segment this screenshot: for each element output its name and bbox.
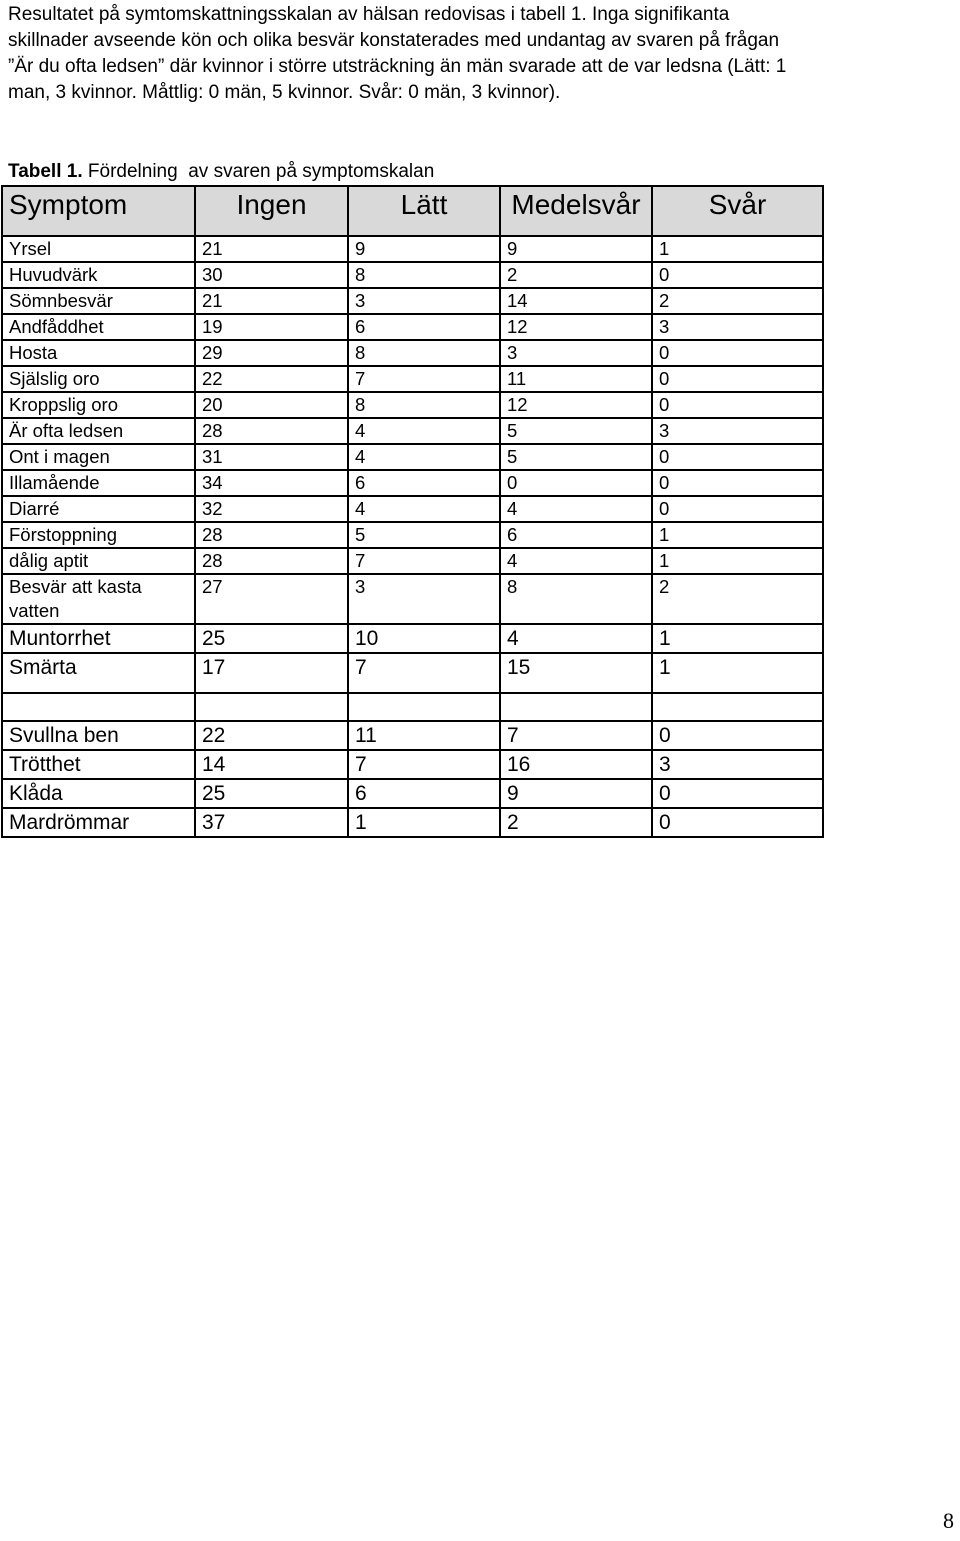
count-cell-ingen: 28 xyxy=(195,548,348,574)
symptom-name-cell: Är ofta ledsen xyxy=(2,418,195,444)
intro-line: Resultatet på symtomskattningsskalan av hälsan redovisas i tabell 1. Inga signifikanta xyxy=(8,4,730,25)
count-cell-latt: 3 xyxy=(348,574,500,624)
count-cell-latt: 7 xyxy=(348,548,500,574)
table-row xyxy=(2,392,823,418)
symptom-name-cell: Yrsel xyxy=(2,236,195,262)
count-cell-svar: 0 xyxy=(652,262,823,288)
symptom-name-cell: Sömnbesvär xyxy=(2,288,195,314)
symptom-name-cell: Ont i magen xyxy=(2,444,195,470)
count-cell-ingen: 14 xyxy=(195,750,348,779)
count-cell-latt: 8 xyxy=(348,340,500,366)
count-cell-medelsvar: 4 xyxy=(500,624,652,653)
count-cell-svar: 0 xyxy=(652,340,823,366)
table-caption xyxy=(8,159,434,185)
count-cell-medelsvar: 9 xyxy=(500,779,652,808)
symptom-name-cell: Diarré xyxy=(2,496,195,522)
count-cell-medelsvar: 12 xyxy=(500,392,652,418)
count-cell-ingen: 17 xyxy=(195,653,348,693)
table-row xyxy=(2,548,823,574)
symptom-table xyxy=(1,185,824,838)
table-row xyxy=(2,574,823,624)
table-row xyxy=(2,288,823,314)
count-cell-medelsvar: 6 xyxy=(500,522,652,548)
count-cell-ingen: 25 xyxy=(195,779,348,808)
table-row xyxy=(2,496,823,522)
count-cell-latt: 4 xyxy=(348,418,500,444)
symptom-name-cell: Illamående xyxy=(2,470,195,496)
count-cell-ingen: 32 xyxy=(195,496,348,522)
count-cell-medelsvar: 5 xyxy=(500,418,652,444)
count-cell-ingen: 28 xyxy=(195,522,348,548)
table-row xyxy=(2,418,823,444)
intro-line: man, 3 kvinnor. Måttlig: 0 män, 5 kvinnor. Svår: 0 män, 3 kvinnor). xyxy=(8,82,561,103)
count-cell-latt: 4 xyxy=(348,496,500,522)
table-spacer-row xyxy=(2,693,823,721)
column-header-medelsvar: Medelsvår xyxy=(500,186,652,236)
symptom-name-cell: dålig aptit xyxy=(2,548,195,574)
table-row xyxy=(2,236,823,262)
symptom-name-cell: Muntorrhet xyxy=(2,624,195,653)
column-header-latt: Lätt xyxy=(348,186,500,236)
table-row xyxy=(2,522,823,548)
count-cell-latt: 8 xyxy=(348,392,500,418)
count-cell-svar: 0 xyxy=(652,779,823,808)
count-cell-medelsvar: 2 xyxy=(500,262,652,288)
symptom-name-cell: Smärta xyxy=(2,653,195,693)
symptom-name-cell: Besvär att kasta vatten xyxy=(2,574,195,624)
symptom-name-cell: Kroppslig oro xyxy=(2,392,195,418)
count-cell-latt: 7 xyxy=(348,366,500,392)
count-cell-latt: 6 xyxy=(348,314,500,340)
count-cell-svar: 0 xyxy=(652,366,823,392)
table-caption-text: Fördelning av svaren på symptomskalan xyxy=(82,161,435,182)
symptom-name-cell: Svullna ben xyxy=(2,721,195,750)
symptom-name-cell: Trötthet xyxy=(2,750,195,779)
table-row xyxy=(2,314,823,340)
empty-cell xyxy=(2,693,195,721)
count-cell-svar: 1 xyxy=(652,624,823,653)
symptom-name-cell: Förstoppning xyxy=(2,522,195,548)
count-cell-latt: 9 xyxy=(348,236,500,262)
count-cell-latt: 7 xyxy=(348,653,500,693)
count-cell-ingen: 34 xyxy=(195,470,348,496)
count-cell-latt: 6 xyxy=(348,779,500,808)
count-cell-ingen: 25 xyxy=(195,624,348,653)
count-cell-ingen: 19 xyxy=(195,314,348,340)
count-cell-ingen: 21 xyxy=(195,288,348,314)
count-cell-medelsvar: 7 xyxy=(500,721,652,750)
table-row xyxy=(2,624,823,653)
count-cell-svar: 3 xyxy=(652,750,823,779)
count-cell-latt: 5 xyxy=(348,522,500,548)
empty-cell xyxy=(348,693,500,721)
count-cell-medelsvar: 16 xyxy=(500,750,652,779)
intro-paragraph xyxy=(8,2,958,106)
table-row xyxy=(2,779,823,808)
count-cell-latt: 1 xyxy=(348,808,500,837)
count-cell-ingen: 28 xyxy=(195,418,348,444)
symptom-name-cell: Hosta xyxy=(2,340,195,366)
count-cell-medelsvar: 3 xyxy=(500,340,652,366)
count-cell-latt: 10 xyxy=(348,624,500,653)
count-cell-medelsvar: 15 xyxy=(500,653,652,693)
count-cell-medelsvar: 4 xyxy=(500,496,652,522)
count-cell-svar: 1 xyxy=(652,548,823,574)
symptom-name-cell: Andfåddhet xyxy=(2,314,195,340)
count-cell-svar: 3 xyxy=(652,418,823,444)
count-cell-svar: 0 xyxy=(652,496,823,522)
count-cell-medelsvar: 11 xyxy=(500,366,652,392)
count-cell-ingen: 31 xyxy=(195,444,348,470)
empty-cell xyxy=(652,693,823,721)
table-row xyxy=(2,808,823,837)
count-cell-ingen: 21 xyxy=(195,236,348,262)
intro-line: ”Är du ofta ledsen” där kvinnor i större utsträckning än män svarade att de var ledsna (Lätt: 1 xyxy=(8,56,787,77)
count-cell-medelsvar: 9 xyxy=(500,236,652,262)
count-cell-svar: 0 xyxy=(652,808,823,837)
count-cell-latt: 6 xyxy=(348,470,500,496)
page-number: 8 xyxy=(943,1508,954,1533)
count-cell-medelsvar: 4 xyxy=(500,548,652,574)
count-cell-svar: 1 xyxy=(652,522,823,548)
table-row xyxy=(2,340,823,366)
count-cell-medelsvar: 14 xyxy=(500,288,652,314)
count-cell-latt: 4 xyxy=(348,444,500,470)
count-cell-latt: 7 xyxy=(348,750,500,779)
empty-cell xyxy=(500,693,652,721)
column-header-svar: Svår xyxy=(652,186,823,236)
count-cell-ingen: 29 xyxy=(195,340,348,366)
count-cell-medelsvar: 8 xyxy=(500,574,652,624)
count-cell-svar: 1 xyxy=(652,236,823,262)
count-cell-ingen: 22 xyxy=(195,366,348,392)
symptom-name-cell: Huvudvärk xyxy=(2,262,195,288)
table-row xyxy=(2,366,823,392)
column-header-ingen: Ingen xyxy=(195,186,348,236)
table-header-row xyxy=(2,186,823,236)
count-cell-svar: 0 xyxy=(652,470,823,496)
table-row xyxy=(2,262,823,288)
count-cell-ingen: 37 xyxy=(195,808,348,837)
symptom-name-cell: Mardrömmar xyxy=(2,808,195,837)
table-row xyxy=(2,444,823,470)
table-row xyxy=(2,653,823,693)
count-cell-ingen: 22 xyxy=(195,721,348,750)
symptom-name-cell: Klåda xyxy=(2,779,195,808)
table-row xyxy=(2,721,823,750)
count-cell-svar: 3 xyxy=(652,314,823,340)
count-cell-svar: 1 xyxy=(652,653,823,693)
count-cell-medelsvar: 5 xyxy=(500,444,652,470)
table-caption-label: Tabell 1. xyxy=(8,161,83,182)
count-cell-svar: 0 xyxy=(652,392,823,418)
count-cell-medelsvar: 0 xyxy=(500,470,652,496)
count-cell-latt: 11 xyxy=(348,721,500,750)
count-cell-svar: 0 xyxy=(652,444,823,470)
table-row xyxy=(2,470,823,496)
count-cell-svar: 2 xyxy=(652,574,823,624)
count-cell-ingen: 30 xyxy=(195,262,348,288)
empty-cell xyxy=(195,693,348,721)
symptom-name-cell: Själslig oro xyxy=(2,366,195,392)
column-header-symptom: Symptom xyxy=(2,186,195,236)
count-cell-svar: 2 xyxy=(652,288,823,314)
count-cell-medelsvar: 12 xyxy=(500,314,652,340)
count-cell-latt: 3 xyxy=(348,288,500,314)
table-row xyxy=(2,750,823,779)
count-cell-svar: 0 xyxy=(652,721,823,750)
intro-line: skillnader avseende kön och olika besvär konstaterades med undantag av svaren på frågan xyxy=(8,30,780,51)
count-cell-ingen: 20 xyxy=(195,392,348,418)
count-cell-ingen: 27 xyxy=(195,574,348,624)
count-cell-latt: 8 xyxy=(348,262,500,288)
count-cell-medelsvar: 2 xyxy=(500,808,652,837)
